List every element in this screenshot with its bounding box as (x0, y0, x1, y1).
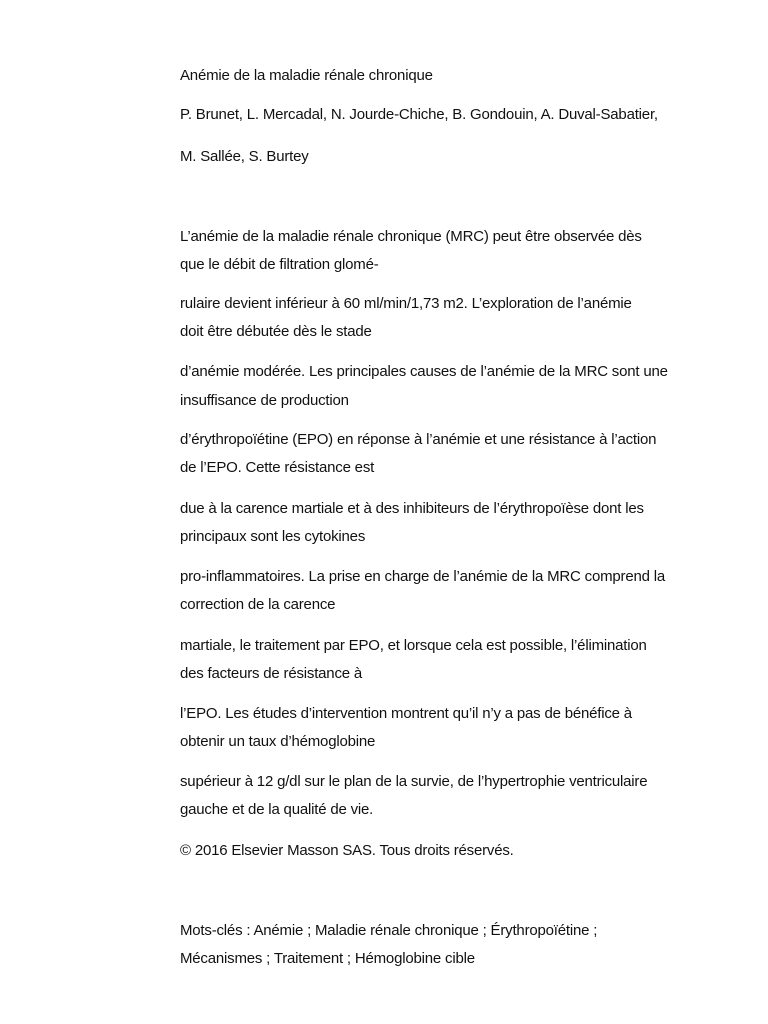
abstract-line: que le débit de filtration glomé- (180, 256, 379, 273)
abstract-line: insuffisance de production (180, 392, 349, 409)
abstract-line: d’anémie modérée. Les principales causes de l’anémie de la MRC sont une (180, 363, 668, 380)
authors-line: P. Brunet, L. Mercadal, N. Jourde-Chiche, B. Gondouin, A. Duval-Sabatier, (180, 106, 658, 123)
abstract-line: correction de la carence (180, 596, 336, 613)
abstract-line: doit être débutée dès le stade (180, 323, 372, 340)
abstract-line: obtenir un taux d’hémoglobine (180, 733, 376, 750)
keywords-line: Mécanismes ; Traitement ; Hémoglobine cible (180, 950, 475, 967)
abstract-line: rulaire devient inférieur à 60 ml/min/1,73 m2. L’exploration de l’anémie (180, 295, 632, 312)
abstract-line: gauche et de la qualité de vie. (180, 801, 374, 818)
abstract-line: l’EPO. Les études d’intervention montrent qu’il n’y a pas de bénéfice à (180, 705, 632, 722)
abstract-line: principaux sont les cytokines (180, 528, 366, 545)
authors-line: M. Sallée, S. Burtey (180, 148, 309, 165)
abstract-line: d’érythropoïétine (EPO) en réponse à l’anémie et une résistance à l’action (180, 431, 657, 448)
abstract-line: L’anémie de la maladie rénale chronique (MRC) peut être observée dès (180, 228, 642, 245)
document-title: Anémie de la maladie rénale chronique (180, 67, 433, 84)
abstract-line: supérieur à 12 g/dl sur le plan de la survie, de l’hypertrophie ventriculaire (180, 773, 648, 790)
abstract-line: due à la carence martiale et à des inhibiteurs de l’érythropoïèse dont les (180, 500, 644, 517)
keywords-line: Mots-clés : Anémie ; Maladie rénale chronique ; Érythropoïétine ; (180, 922, 598, 939)
abstract-line: de l’EPO. Cette résistance est (180, 459, 375, 476)
copyright-notice: © 2016 Elsevier Masson SAS. Tous droits réservés. (180, 842, 514, 859)
abstract-line: pro-inflammatoires. La prise en charge de l’anémie de la MRC comprend la (180, 568, 666, 585)
abstract-line: des facteurs de résistance à (180, 665, 363, 682)
abstract-line: martiale, le traitement par EPO, et lorsque cela est possible, l’élimination (180, 637, 647, 654)
